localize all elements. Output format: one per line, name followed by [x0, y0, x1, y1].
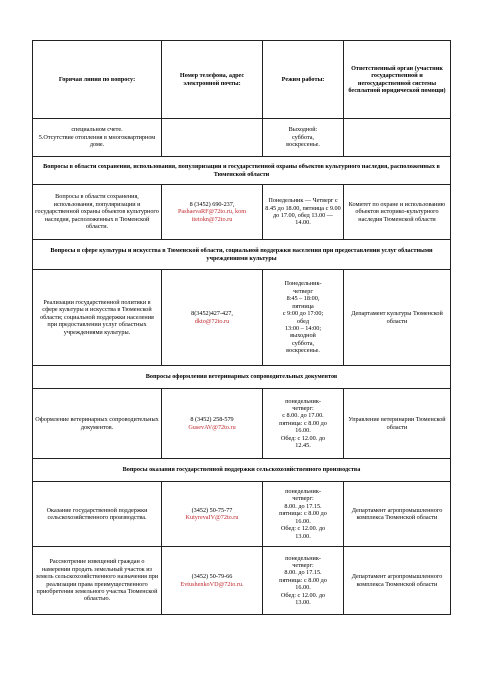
phone-number: 8 (3452) 690-237, [189, 200, 235, 208]
hours-cell: понедельник- четверг: с 8.00. до 17.00. пятница: с 8.00 до 16.00. Обед: с 12.00. до 12.45. [263, 389, 344, 459]
email-link[interactable]: KutyrevaIV@72to.ru [185, 514, 239, 521]
email-link[interactable]: EvtushenkoVD@72to.ru. [180, 580, 244, 588]
topic-cell: Реализации государственной политики в сфере культуры и искусства в Тюменской области; социальной поддержки населения при предоставлении услуг областных учреждениями культуры. [33, 270, 162, 366]
contacts-cell [162, 389, 263, 459]
section-title: Вопросы оказания государственной поддержки сельскохозяйственного производства [33, 459, 451, 482]
section-heading-row [33, 459, 451, 482]
hours-cell: Выходной: суббота, воскресенье. [263, 119, 344, 157]
hours-cell: Понедельник- четверг 8:45 – 18:00, пятница с 9:00 до 17:00; обед 13:00 – 14:00; выходной суббота, воскресенье. [263, 270, 344, 366]
header-topic: Горячая линия по вопросу: [33, 41, 162, 119]
contacts-cell [162, 547, 263, 615]
topic-cell: специальном счете. 5.Отсутствие отопления в многоквартирном доме. [33, 119, 162, 157]
header-contacts: Номер телефона, адрес электронной почты: [162, 41, 263, 119]
header-organization: Ответственный орган (участник государственной и негосударственной системы бесплатной юридической помощи) [344, 41, 451, 119]
header-hours: Режим работы: [263, 41, 344, 119]
organization-cell [344, 119, 451, 157]
organization-cell: Комитет по охране и использованию объектов историко-культурного наследия Тюменской области [344, 185, 451, 240]
phone-number: 8 (3452) 258-579 [190, 416, 234, 424]
organization-cell: Департамент культуры Тюменской области [344, 270, 451, 366]
table-row [33, 270, 451, 366]
hours-cell: Понедельник — Четверг с 8.45 до 18.00, пятница с 9.00 до 17.00, обед 13.00 — 14.00. [263, 185, 344, 240]
topic-cell: Оформление ветеринарных сопроводительных документов. [33, 389, 162, 459]
section-heading-row [33, 240, 451, 270]
table-row [33, 389, 451, 459]
contacts-cell [162, 185, 263, 240]
email-link[interactable]: PashaevaRF@72to.ru, kom itetokn@72to.ru [177, 208, 247, 223]
topic-cell: Оказание государственной поддержки сельскохозяйственного производства. [33, 482, 162, 547]
topic-cell: Рассмотрение извещений граждан о намерении продать земельный участок из земель сельскохозяйственного назначения при реализации права преимущественного приобретения земельного участка Тюменской областью. [33, 547, 162, 615]
table-row [33, 547, 451, 615]
phone-number: (3452) 50-79-66 [191, 573, 233, 581]
contacts-cell [162, 119, 263, 157]
contacts-cell [162, 270, 263, 366]
hours-cell: понедельник- четверг: 8.00. до 17.15. пятница: с 8.00 до 16.00. Обед: с 12.00. до 13.00. [263, 482, 344, 547]
section-heading-row [33, 157, 451, 185]
email-link[interactable]: GusevAV@72to.ru [188, 423, 236, 431]
phone-number: 8(3452)427-427, [191, 310, 233, 318]
hours-cell: понедельник- четверг: 8.00. до 17.15. пятница: с 8.00 до 16.00. Обед: с 12.00. до 13.00. [263, 547, 344, 615]
section-title: Вопросы в сфере культуры и искусства в Тюменской области, социальной поддержки населения при предоставлении услуг областными учреждениями культуры [33, 240, 451, 270]
organization-cell: Департамент агропромышленного комплекса Тюменской области [344, 482, 451, 547]
table-row [33, 482, 451, 547]
section-title: Вопросы в области сохранения, использования, популяризации и государственной охраны объектов культурного наследия, расположенных в Тюменской области [33, 157, 451, 185]
organization-cell: Департамент агропромышленного комплекса Тюменской области [344, 547, 451, 615]
table-header-row [33, 41, 451, 119]
phone-number: (3452) 50-75-77 [191, 506, 233, 514]
email-link[interactable]: dkto@72to.ru [194, 317, 230, 325]
hotline-table [32, 40, 451, 615]
section-heading-row [33, 366, 451, 389]
topic-cell: Вопросы в области сохранения, использования, популяризации и государственной охраны объектов культурного наследия, расположенных в Тюменской области. [33, 185, 162, 240]
contacts-cell [162, 482, 263, 547]
table-row [33, 185, 451, 240]
table-row [33, 119, 451, 157]
organization-cell: Управление ветеринарии Тюменской области [344, 389, 451, 459]
section-title: Вопросы оформления ветеринарных сопроводительных документов [33, 366, 451, 389]
